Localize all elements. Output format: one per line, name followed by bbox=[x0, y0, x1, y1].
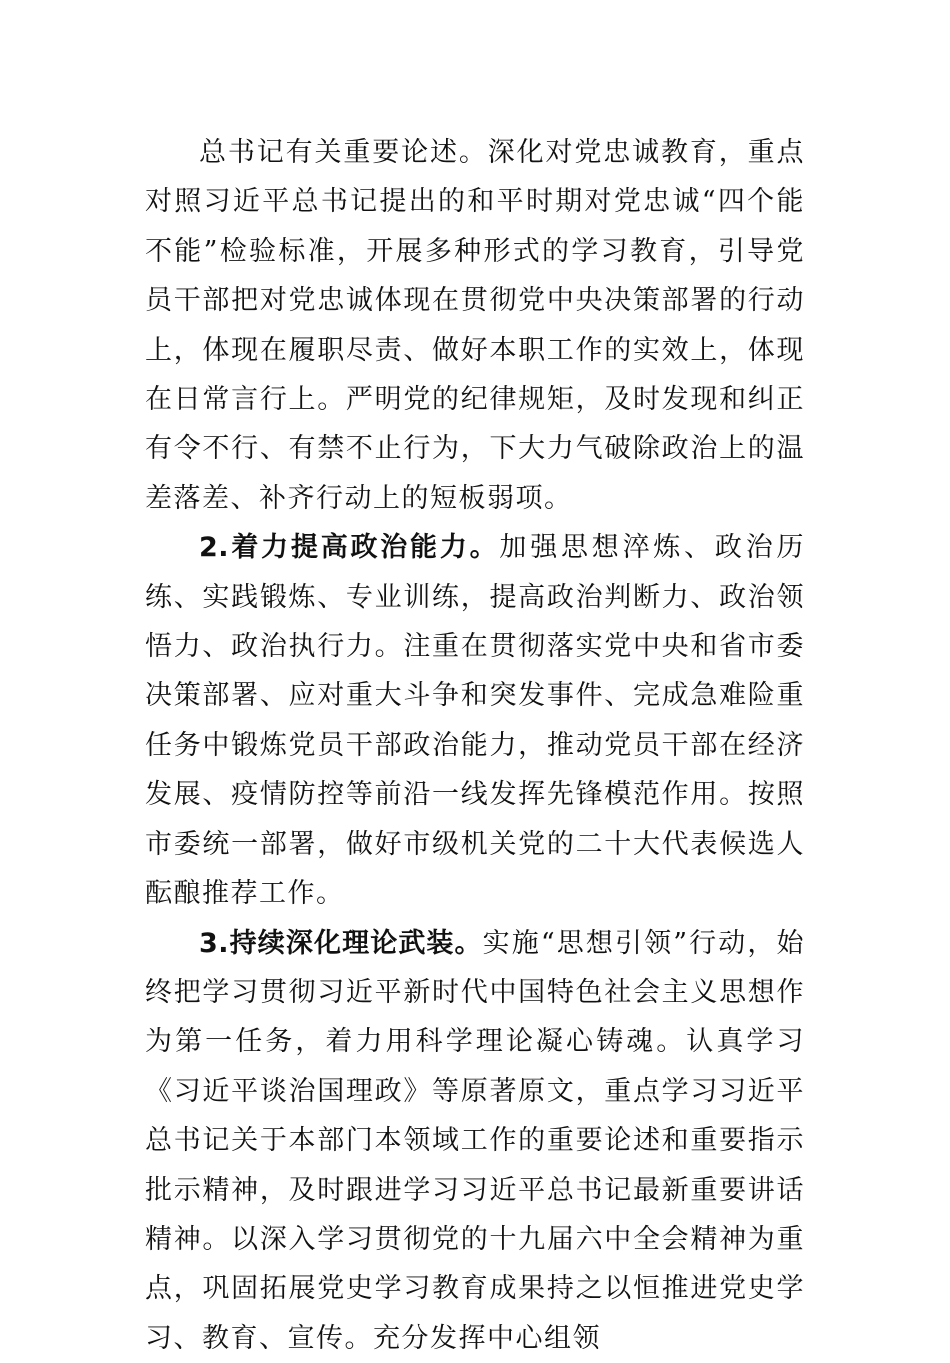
paragraph-political-ability bbox=[145, 523, 805, 918]
paragraph-continuation bbox=[145, 128, 805, 523]
paragraph-heading: 2.着力提高政治能力。 bbox=[199, 532, 499, 563]
paragraph-text: 总书记有关重要论述。深化对党忠诚教育，重点对照习近平总书记提出的和平时期对党忠诚“四个能不能”检验标准，开展多种形式的学习教育，引导党员干部把对党忠诚体现在贯彻党中央决策部署的行动上，体现在履职尽责、做好本职工作的实效上，体现在日常言行上。严明党的纪律规矩，及时发现和纠正有令不行、有禁不止行为，下大力气破除政治上的温差落差、补齐行动上的短板弱项。 bbox=[145, 137, 805, 514]
paragraph-text: 实施“思想引领”行动，始终把学习贯彻习近平新时代中国特色社会主义思想作为第一任务，着力用科学理论凝心铸魂。认真学习《习近平谈治国理政》等原著原文，重点学习习近平总书记关于本部门本领域工作的重要论述和重要指示批示精神，及时跟进学习习近平总书记最新重要讲话精神。以深入学习贯彻党的十九届六中全会精神为重点，巩固拓展党史学习教育成果持之以恒推进党史学习、教育、宣传。充分发挥中心组领 bbox=[145, 928, 805, 1354]
paragraph-heading: 3.持续深化理论武装。 bbox=[199, 928, 483, 959]
paragraph-theoretical-arming bbox=[145, 919, 805, 1363]
paragraph-text: 加强思想淬炼、政治历练、实践锻炼、专业训练，提高政治判断力、政治领悟力、政治执行力。注重在贯彻落实党中央和省市委决策部署、应对重大斗争和突发事件、完成急难险重任务中锻炼党员干部政治能力，推动党员干部在经济发展、疫情防控等前沿一线发挥先锋模范作用。按照市委统一部署，做好市级机关党的二十大代表候选人酝酿推荐工作。 bbox=[145, 532, 805, 909]
document-body bbox=[145, 128, 805, 1363]
